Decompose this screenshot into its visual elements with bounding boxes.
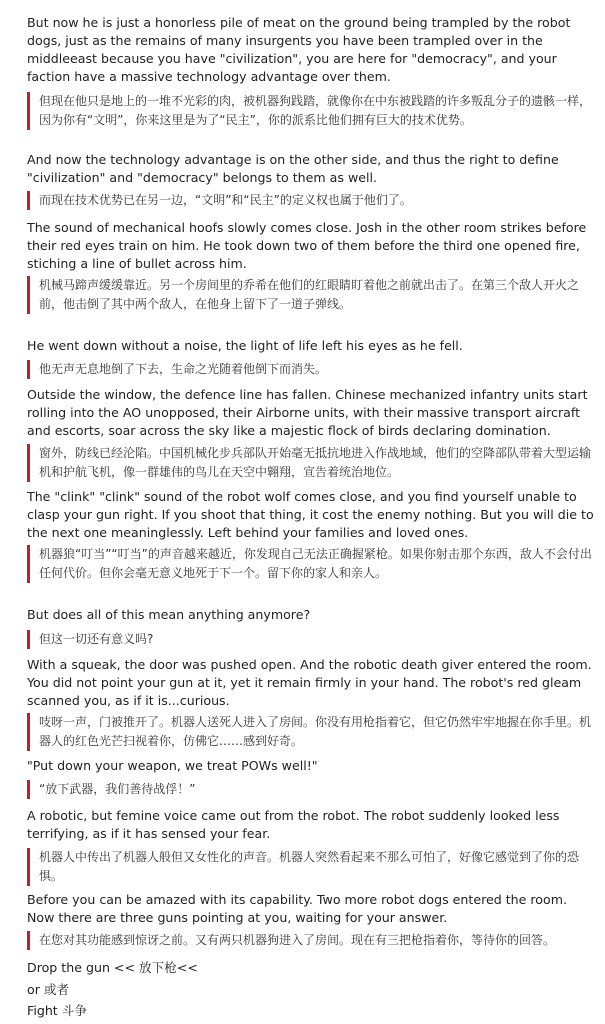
- translation-block: [27, 444, 593, 482]
- paragraph-zh: 而现在技术优势已在另一边，“文明”和“民主”的定义权也属于他们了。: [39, 193, 412, 207]
- paragraph-en: But does all of this mean anything anymore?: [27, 607, 311, 622]
- translation-block: [27, 545, 593, 583]
- translation-block: [27, 713, 593, 751]
- paragraph-zh: 在您对其功能感到惊讶之前。又有两只机器狗进入了房间。现在有三把枪指着你，等待你的回答。: [39, 933, 556, 947]
- translation-block: [27, 360, 593, 379]
- paragraph-zh: 机器狼“叮当”“叮当”的声音越来越近，你发现自己无法正确握紧枪。如果你射击那个东西，敌人不会付出任何代价。但你会毫无意义地死于下一个。留下你的家人和亲人。: [39, 547, 592, 580]
- paragraph-en: He went down without a noise, the light of life left his eyes as he fell.: [27, 338, 463, 353]
- paragraph-en: Outside the window, the defence line has fallen. Chinese mechanized infantry units start rolling into the AO unopposed, their Airborne units, with their massive transport aircraft and escorts, soar across the sky like a majestic flock of birds declaring domination.: [27, 387, 588, 438]
- paragraph-zh: 但这一切还有意义吗?: [39, 632, 154, 646]
- paragraph-zh: 机器人中传出了机器人般但又女性化的声音。机器人突然看起来不那么可怕了，好像它感觉到了你的恐惧。: [39, 850, 580, 883]
- paragraph-zh: 但现在他只是地上的一堆不光彩的肉，被机器狗践踏，就像你在中东被践踏的许多叛乱分子的遗骸一样，因为你有“文明”，你来这里是为了“民主”，你的派系比他们拥有巨大的技术优势。: [39, 94, 592, 127]
- translation-block: [27, 92, 593, 130]
- paragraph-en: A robotic, but femine voice came out from the robot. The robot suddenly looked less terrifying, as if it has sensed your fear.: [27, 808, 560, 841]
- paragraph-en: And now the technology advantage is on the other side, and thus the right to define "civilization" and "democracy" belongs to them as well.: [27, 152, 559, 185]
- paragraph-en: "Put down your weapon, we treat POWs well!": [27, 758, 318, 773]
- paragraph-en: With a squeak, the door was pushed open. And the robotic death giver entered the room. You did not point your gun at it, yet it remain firmly in your hand. The robot's red gleam scanned you, as if it is...curious.: [27, 657, 592, 708]
- paragraph-zh: “放下武器，我们善待战俘！”: [39, 782, 196, 796]
- translation-block: [27, 848, 593, 886]
- paragraph-en: Before you can be amazed with its capability. Two more robot dogs entered the room. Now there are three guns pointing at you, waiting for your answer.: [27, 892, 567, 925]
- translation-block: [27, 191, 593, 210]
- paragraph-en: The "clink" "clink" sound of the robot wolf comes close, and you find yourself unable to clasp your gun right. If you shoot that thing, it cost the enemy nothing. But you will die to the next one meaninglessly. Left behind your families and loved ones.: [27, 489, 594, 540]
- paragraph-en: But now he is just a honorless pile of meat on the ground being trampled by the robot dogs, just as the remains of many insurgents you have been trampled over in the middleeast because you have "civilization", you are here for "democracy", and your faction have a massive technology advantage over them.: [27, 15, 571, 84]
- translation-block: [27, 931, 593, 950]
- choice-separator: or 或者: [27, 982, 70, 997]
- choice-fight[interactable]: Fight 斗争: [27, 1003, 87, 1018]
- paragraph-zh: 吱呀一声，门被推开了。机器人送死人进入了房间。你没有用枪指着它，但它仍然牢牢地握在你手里。机器人的红色光芒扫视着你，仿佛它……感到好奇。: [39, 715, 592, 748]
- translation-block: [27, 780, 593, 799]
- paragraph-en: The sound of mechanical hoofs slowly comes close. Josh in the other room strikes before their red eyes train on him. He took down two of them before the third one opened fire, stiching a line of bullet across him.: [27, 220, 587, 271]
- translation-block: [27, 630, 593, 649]
- translation-block: [27, 276, 593, 314]
- paragraph-zh: 他无声无息地倒了下去，生命之光随着他倒下而消失。: [39, 362, 328, 376]
- paragraph-zh: 机械马蹄声缓缓靠近。另一个房间里的乔希在他们的红眼睛盯着他之前就出击了。在第三个敌人开火之前，他击倒了其中两个敌人，在他身上留下了一道子弹线。: [39, 278, 580, 311]
- choice-drop-gun[interactable]: Drop the gun << 放下枪<<: [27, 960, 198, 975]
- paragraph-zh: 窗外，防线已经沦陷。中国机械化步兵部队开始毫无抵抗地进入作战地域，他们的空降部队带着大型运输机和护航飞机，像一群雄伟的鸟儿在天空中翱翔，宣告着统治地位。: [39, 446, 592, 479]
